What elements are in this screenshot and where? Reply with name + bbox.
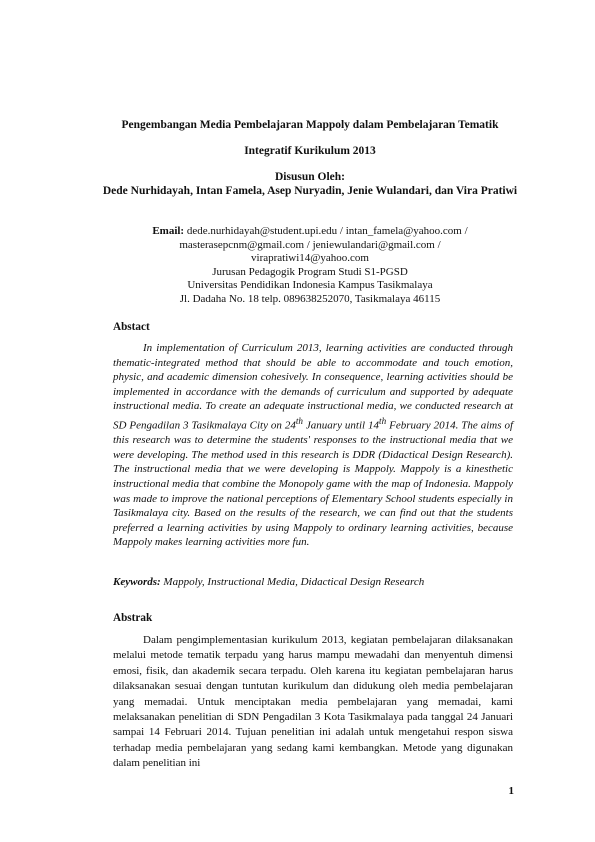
abstract-text-3: February 2014. The aims of this research was to determine the students' responses to the instructional media that we were developing. The method used in this research is DDR (Didactical Design Research). The instructional media that we were developing is Mappoly. Mappoly is a kinesthetic instructional media that combine the Monopoly game with the map of Indonesia. Mappoly was made to improve the national perceptions of Elementary School students especially in Tasikmalaya city. Based on the results of the research, we can find out that the students preferred a learning activities by using Mappoly to ordinary learning activities, because Mappoly makes learning activities more fun.	[113, 419, 513, 549]
department: Jurusan Pedagogik Program Studi S1-PGSD	[212, 265, 408, 278]
paper-title	[100, 112, 520, 164]
email-label: Email:	[152, 225, 185, 237]
page-number: 1	[508, 785, 514, 797]
superscript-th-2: th	[379, 415, 387, 426]
abstract-text-2: January until 14	[302, 419, 380, 432]
email-line-2: masterasepcnm@gmail.com / jeniewulandari@gmail.com /	[179, 238, 441, 251]
title-line-1: Pengembangan Media Pembelajaran Mappoly dalam Pembelajaran Tematik	[121, 119, 499, 131]
authors-heading: Disusun Oleh:	[275, 171, 345, 183]
email-line-1	[110, 225, 510, 239]
university: Universitas Pendidikan Indonesia Kampus Tasikmalaya	[187, 279, 433, 292]
abstract-heading: Abstact	[113, 321, 150, 333]
abstract-text-1: In implementation of Curriculum 2013, learning activities are conducted through thematic-integrated method that should be able to accommodate and touch emotion, physic, and academic dimension cohesively. In consequence, learning activities should be implemented in accordance with the demands of curriculum and supported by adequate instructional media. To create an adequate instructional media, we conducted research at SD Pengadilan 3 Tasikmalaya City on 24	[113, 342, 513, 432]
title-line-2: Integratif Kurikulum 2013	[244, 145, 376, 157]
keywords-label: Keywords:	[113, 576, 161, 588]
email-addresses-1: dede.nurhidayah@student.upi.edu / intan_famela@yahoo.com /	[184, 225, 468, 237]
email-line-3: virapratiwi14@yahoo.com	[251, 252, 369, 265]
abstrak-indonesian: Dalam pengimplementasian kurikulum 2013, kegiatan pembelajaran dilaksanakan melalui metode tematik terpadu yang harus mampu mewadahi dan menyentuh dimensi emosi, fisik, dan akademik secara terpadu. Oleh karena itu kegiatan pembelajaran harus dilaksanakan sesuai dengan tuntutan kurikulum dan didukung oleh media pembelajaran yang memadai. Untuk menciptakan media pembelajaran yang memadai, kami melaksanakan penelitian di SDN Pengadilan 3 Kota Tasikmalaya pada tanggal 24 Januari sampai 14 Februari 2014. Tujuan penelitian ini adalah untuk mengetahui respon siswa terhadap media pembelajaran yang sedang kami kembangkan. Metode yang digunakan dalam penelitian ini	[113, 634, 513, 770]
address: Jl. Dadaha No. 18 telp. 089638252070, Tasikmalaya 46115	[179, 292, 441, 305]
authors-block	[100, 170, 520, 198]
keywords	[113, 576, 513, 588]
author-names: Dede Nurhidayah, Intan Famela, Asep Nuryadin, Jenie Wulandari, dan Vira Pratiwi	[102, 185, 518, 197]
contact-block	[110, 225, 510, 307]
abstrak-heading: Abstrak	[113, 612, 153, 624]
keywords-text: Mappoly, Instructional Media, Didactical Design Research	[160, 576, 425, 588]
superscript-th-1: th	[295, 415, 303, 426]
abstract-english	[113, 341, 513, 550]
